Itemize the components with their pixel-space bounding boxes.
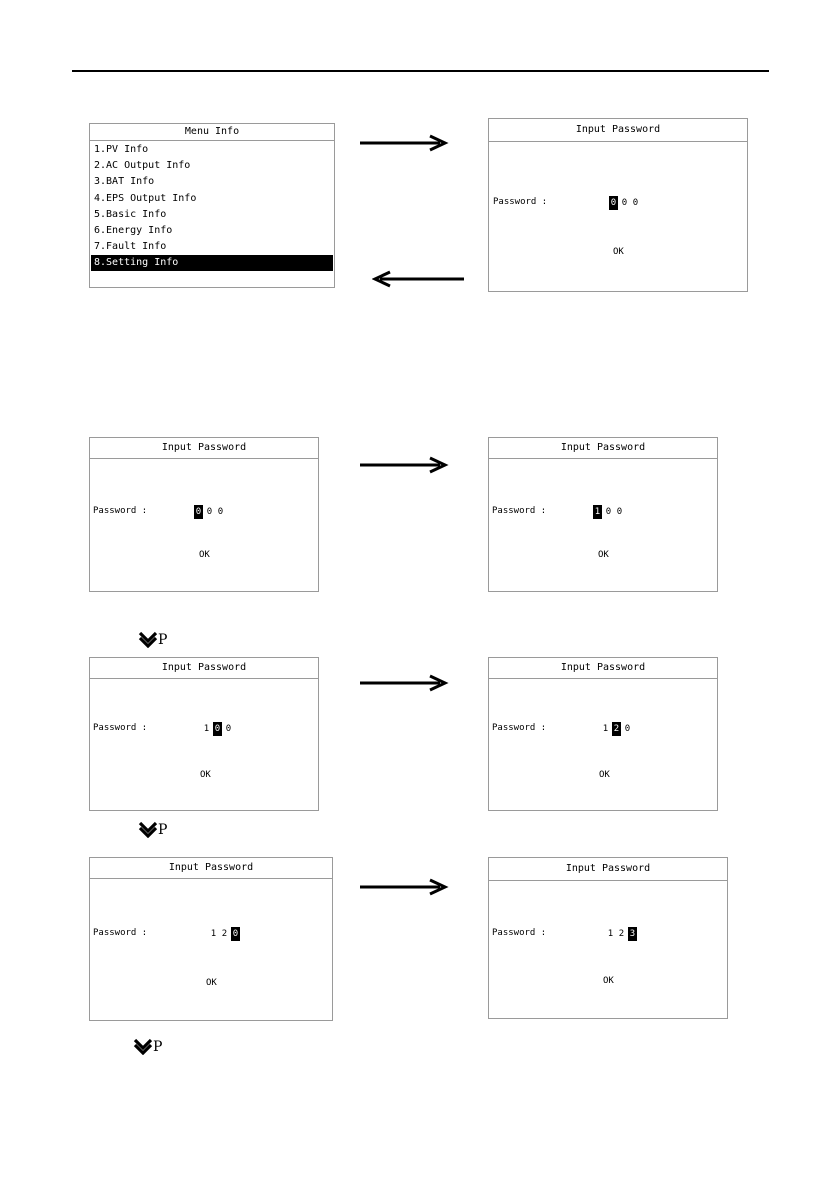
password-digits[interactable]: [601, 722, 634, 736]
down-chevron-icon: [138, 631, 158, 648]
down-chevron-icon: [138, 821, 158, 838]
password-digit[interactable]: 1: [607, 929, 614, 939]
password-digit[interactable]: 1: [602, 724, 609, 734]
p-key-label: P: [153, 1038, 163, 1055]
password-digits[interactable]: [609, 196, 642, 210]
password-screen-2: [488, 437, 718, 592]
password-digits[interactable]: [202, 722, 235, 736]
screen-title: Input Password: [90, 438, 318, 459]
arrow-left-icon: [372, 270, 466, 288]
password-label: Password :: [492, 928, 547, 938]
p-key-indicator: [138, 821, 167, 838]
password-digit[interactable]: 1: [203, 724, 210, 734]
password-screen-5: [89, 857, 333, 1021]
p-key-label: P: [158, 821, 168, 838]
password-screen-1: [89, 437, 319, 592]
password-label: Password :: [93, 928, 148, 938]
menu-info-screen: [89, 123, 335, 288]
menu-item-bat-info[interactable]: 3.BAT Info: [94, 176, 155, 187]
password-digit[interactable]: 0: [624, 724, 631, 734]
menu-item-setting-info[interactable]: 8.Setting Info: [91, 255, 333, 271]
screen-title: Input Password: [489, 119, 747, 142]
password-digit[interactable]: 0: [232, 929, 239, 939]
ok-button[interactable]: OK: [199, 550, 210, 560]
down-chevron-icon: [133, 1038, 153, 1055]
arrow-right-icon: [360, 674, 450, 692]
password-digit[interactable]: 0: [214, 724, 221, 734]
ok-button[interactable]: OK: [613, 247, 624, 257]
password-digit[interactable]: 0: [217, 507, 224, 517]
password-label: Password :: [93, 506, 148, 516]
password-digit[interactable]: 0: [195, 507, 202, 517]
password-digit[interactable]: 0: [632, 198, 639, 208]
password-label: Password :: [93, 723, 148, 733]
ok-button[interactable]: OK: [206, 978, 217, 988]
password-label: Password :: [493, 197, 548, 207]
screen-title: Input Password: [90, 658, 318, 679]
password-digit[interactable]: 3: [629, 929, 636, 939]
password-digit[interactable]: 2: [221, 929, 228, 939]
menu-item-basic-info[interactable]: 5.Basic Info: [94, 209, 167, 220]
arrow-right-icon: [360, 456, 450, 474]
password-label: Password :: [492, 506, 547, 516]
password-digit[interactable]: 0: [605, 507, 612, 517]
screen-title: Input Password: [489, 658, 717, 679]
ok-button[interactable]: OK: [200, 770, 211, 780]
password-digit[interactable]: 1: [210, 929, 217, 939]
arrow-right-icon: [360, 878, 450, 896]
password-screen-6: [488, 857, 728, 1019]
password-screen-4: [488, 657, 718, 811]
menu-item-energy-info[interactable]: 6.Energy Info: [94, 225, 173, 236]
menu-item-fault-info[interactable]: 7.Fault Info: [94, 241, 167, 252]
menu-item-ac-output-info[interactable]: 2.AC Output Info: [94, 160, 191, 171]
password-digit[interactable]: 0: [610, 198, 617, 208]
password-digit[interactable]: 0: [206, 507, 213, 517]
menu-item-pv-info[interactable]: 1.PV Info: [94, 144, 149, 155]
password-digit[interactable]: 1: [594, 507, 601, 517]
password-screen-0: [488, 118, 748, 292]
p-key-label: P: [158, 631, 168, 648]
screen-title: Input Password: [489, 438, 717, 459]
password-digits[interactable]: [194, 505, 227, 519]
password-screen-3: [89, 657, 319, 811]
ok-button[interactable]: OK: [598, 550, 609, 560]
password-digits[interactable]: [593, 505, 626, 519]
menu-title: Menu Info: [90, 124, 334, 141]
screen-title: Input Password: [489, 858, 727, 881]
password-digits[interactable]: [606, 927, 639, 941]
menu-item-eps-output-info[interactable]: 4.EPS Output Info: [94, 193, 197, 204]
password-digits[interactable]: [209, 927, 242, 941]
header-rule: [72, 70, 769, 72]
password-digit[interactable]: 2: [613, 724, 620, 734]
ok-button[interactable]: OK: [599, 770, 610, 780]
password-digit[interactable]: 0: [616, 507, 623, 517]
screen-title: Input Password: [90, 858, 332, 879]
password-label: Password :: [492, 723, 547, 733]
password-digit[interactable]: 0: [225, 724, 232, 734]
password-digit[interactable]: 0: [621, 198, 628, 208]
p-key-indicator: [133, 1038, 162, 1055]
password-digit[interactable]: 2: [618, 929, 625, 939]
ok-button[interactable]: OK: [603, 976, 614, 986]
arrow-right-icon: [360, 134, 450, 152]
p-key-indicator: [138, 631, 167, 648]
